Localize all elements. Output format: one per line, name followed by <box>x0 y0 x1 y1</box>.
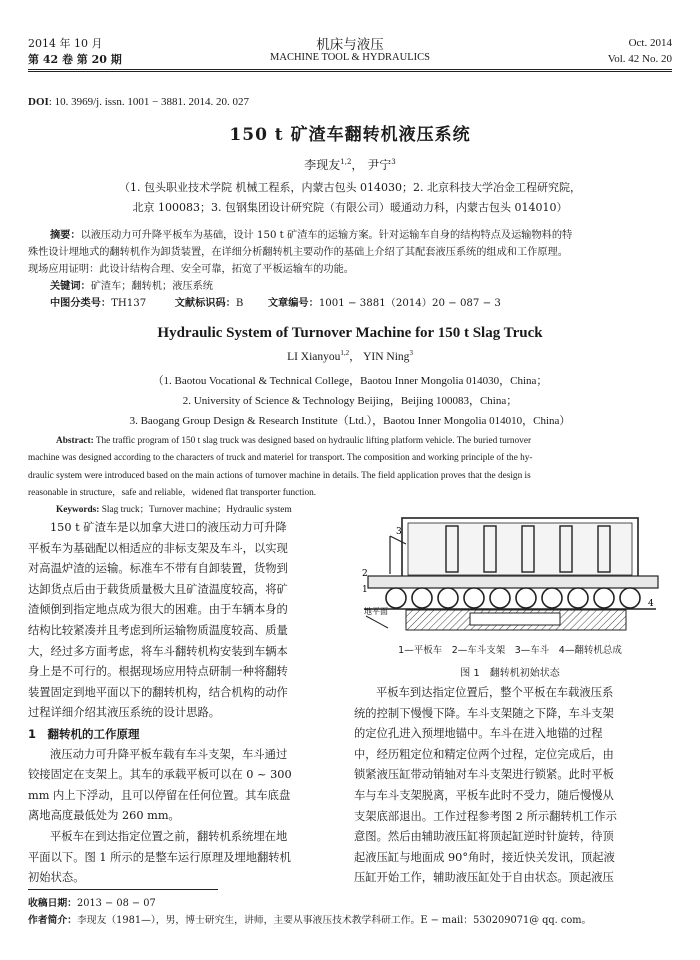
doc-code: B <box>235 298 244 309</box>
author-bio-text: 李现友（1981—），男，博士研究生，讲师，主要从事液压技术教学科研工作。E − mail：530209071@ qq. com。 <box>76 915 592 926</box>
article-number-label: 文章编号： <box>267 297 319 309</box>
body-line: mm 内上下浮动，且可以停留在任何位置。其车底盘 <box>28 788 291 802</box>
keywords-en-label: Keywords: <box>56 505 100 516</box>
abstract-cn-line: 现场应用证明：此设计结构合理、安全可靠，拓宽了平板运输车的功能。 <box>28 264 354 275</box>
class-number-label: 中图分类号： <box>50 297 112 309</box>
header-date-cn: 2014 年 10 月 <box>28 37 103 50</box>
body-line: 达卸货点后由于载货质量极大且矿渣温度较高，将矿 <box>28 582 288 596</box>
abstract-en-label: Abstract: <box>56 436 94 446</box>
body-line: 平板车在到达指定位置之前，翻转机系统埋在地 <box>50 829 288 843</box>
affiliation-cn-line: 北京 100083；3. 包钢集团设计研究院（有限公司）暖通动力科，内蒙古包头 014010） <box>132 201 568 214</box>
label-1: 1 <box>362 585 368 595</box>
body-line: 统的控制下慢慢下降。车斗支架随之下降，车斗支架 <box>354 706 614 720</box>
section-heading: 1 翻转机的工作原理 <box>28 726 140 741</box>
body-line: 身上是不可行的。根据现场应用特点研制一种将翻转 <box>28 665 288 679</box>
footnote-rule <box>28 889 218 890</box>
header-volume-cn: 第 42 卷 第 20 期 <box>28 53 122 66</box>
affiliation-cn-line: （1. 包头职业技术学院 机械工程系，内蒙古包头 014030；2. 北京科技大学冶金工程研究院， <box>119 181 581 194</box>
body-line: 渣倾倒到指定地点成为很大的困难。由于车辆本身的 <box>28 603 288 617</box>
abstract-en-line: machine was designed according to the characters of truck and materiel for transport. The composition and working principle of the hy- <box>28 453 533 464</box>
abstract-en-line: reasonable in structure，safe and reliable，widened flat transporter function. <box>28 487 317 498</box>
received-date <box>28 895 156 909</box>
author-2-cn: 尹宁 <box>367 158 392 172</box>
authors-en-sep: ， <box>349 351 361 363</box>
author-1-sup: 1,2 <box>340 158 352 166</box>
body-line: 平板车为基础配以相适应的非标支架及车斗，以实现 <box>28 541 288 555</box>
header-date-en: Oct. 2014 <box>628 37 672 49</box>
body-line: 平板车到达指定位置后，整个平板在车载液压系 <box>376 686 614 699</box>
received-value: 2013 − 08 − 07 <box>76 898 156 909</box>
author-1-en: LI Xianyou <box>287 351 341 363</box>
class-number: TH137 <box>111 298 147 309</box>
author-2-sup: 3 <box>391 158 396 166</box>
label-4: 4 <box>648 599 654 609</box>
wheels <box>386 588 640 608</box>
body-line: 液压动力可升降平板车载有车斗支架，车斗通过 <box>50 747 288 761</box>
abstract-cn-line: 以液压动力可升降平板车为基础，设计 150 t 矿渣车的运输方案。针对运输车自身的结构特点及运输物料的特 <box>80 230 573 241</box>
authors-en <box>0 348 700 364</box>
body-line: 150 t 矿渣车是以加拿大进口的液压动力可升降 <box>50 521 287 534</box>
bucket-front <box>390 536 406 544</box>
doi: DOI: 10. 3969/j. issn. 1001 − 3881. 2014. 20. 027 <box>28 96 250 108</box>
body-line: 对高温炉渣的运输。标准车不带有自卸装置，货物到 <box>28 562 288 576</box>
doc-code-label: 文献标识码： <box>174 297 236 309</box>
body-line: 中，经历粗定位和精定位两个过程，定位完成后，由 <box>354 747 614 761</box>
abstract-en-line: The traffic program of 150 t slag truck was designed based on hydraulic lifting platform vehicle. The buried turnover <box>95 436 532 446</box>
received-label: 收稿日期： <box>28 898 77 909</box>
body-line: 意图。然后由辅助液压缸将顶起缸逆时针旋转，待顶 <box>354 830 614 844</box>
affiliations-en <box>28 371 672 431</box>
abstract-en-line: draulic system were introduced based on the main actions of turnover machine in details. The field application proves that the design is <box>28 470 531 481</box>
keywords-en: Slag truck；Turnover machine；Hydraulic system <box>101 505 292 516</box>
turnover-machine-diagram <box>360 514 660 639</box>
body-line: 结构比较紧凑并且考虑到所运输物质温度较高、质量 <box>28 623 288 637</box>
paper-title-cn: 150 t 矿渣车翻转机液压系统 <box>229 125 471 145</box>
author-bio <box>28 912 672 926</box>
body-line: 的定位孔进入预埋地锚中。车斗在进入地锚的过程 <box>354 727 603 741</box>
doi-value: 10. 3969/j. issn. 1001 − 3881. 2014. 20. 027 <box>54 96 250 108</box>
platform <box>368 576 658 588</box>
body-line: 平面以下。图 1 所示的是整车运行原理及埋地翻转机 <box>28 850 291 864</box>
doi-label: DOI <box>28 96 49 108</box>
body-line: 车与车斗支架脱离，平板车此时不受力，随后慢慢从 <box>354 788 614 802</box>
header-rule-2 <box>28 71 672 72</box>
body-line: 锁紧液压缸带动销轴对车斗支架进行锁紧。此时平板 <box>354 768 614 782</box>
body-line: 过程详细介绍其液压系统的设计思路。 <box>28 706 221 720</box>
journal-title-en: MACHINE TOOL & HYDRAULICS <box>270 52 430 63</box>
abstract-cn <box>28 227 672 312</box>
right-column <box>354 683 672 889</box>
turnover-assembly <box>470 613 560 625</box>
figure-caption: 图 1 翻转机初始状态 <box>460 668 560 679</box>
abstract-cn-line: 殊性设计埋地式的翻转机作为卸货装置，在详细分析翻转机主要动作的基础上介绍了其配套液压系统的组成和工作原理。 <box>28 247 568 258</box>
journal-title-cn: 机床与液压 <box>316 37 384 53</box>
article-number: 1001 − 3881（2014）20 − 087 − 3 <box>318 298 501 309</box>
body-line: 铰接固定在支架上。其车的承载平板可以在 0 ~ 300 <box>28 768 292 782</box>
body-line: 离地高度最低处为 260 mm。 <box>28 809 180 823</box>
keywords-cn: 矿渣车；翻转机；液压系统 <box>90 281 213 292</box>
left-column <box>28 518 348 889</box>
author-2-en: YIN Ning <box>363 351 410 363</box>
leader-ground <box>366 616 388 628</box>
abstract-en <box>28 433 672 519</box>
body-line: 初始状态。 <box>28 871 85 885</box>
body-line: 起液压缸与地面成 90°角时，接近快关发讯，顶起液 <box>354 850 615 864</box>
abstract-cn-label: 摘要： <box>50 229 81 241</box>
label-3: 3 <box>396 527 402 537</box>
body-line: 支架底部退出。工作过程参考图 2 所示翻转机工作示 <box>354 809 617 823</box>
author-1-en-sup: 1,2 <box>340 349 350 358</box>
figure-legend: 1—平板车 2—车斗支架 3—车斗 4—翻转机总成 <box>398 645 622 656</box>
body-line: 大，经过多方面考虑，将车斗翻转机构安装到车辆本 <box>28 644 288 658</box>
header-rule <box>28 69 672 70</box>
label-2: 2 <box>362 569 368 579</box>
paper-title-en: Hydraulic System of Turnover Machine for 150 t Slag Truck <box>157 325 543 341</box>
author-2-en-sup: 3 <box>409 349 413 358</box>
header-volume-en: Vol. 42 No. 20 <box>607 53 672 65</box>
author-1-cn: 李现友 <box>304 158 341 172</box>
affiliations-cn <box>40 178 660 218</box>
author-bio-label: 作者简介： <box>28 915 77 926</box>
keywords-cn-label: 关键词： <box>50 280 91 292</box>
affiliation-en-line: 3. Baogang Group Design & Research Institute（Ltd.），Baotou Inner Mongolia 014010，China） <box>129 415 571 427</box>
body-line: 装置固定到地平面以下的翻转机构，结合机构的动作 <box>28 685 288 699</box>
figure-1 <box>360 514 660 639</box>
body-line: 压缸开始工作，辅助液压缸处于自由状态。顶起液压 <box>354 871 614 885</box>
affiliation-en-line: （1. Baotou Vocational & Technical College，Baotou Inner Mongolia 014030，China； <box>152 375 548 387</box>
label-ground: 地平面 <box>364 607 388 616</box>
affiliation-en-line: 2. University of Science & Technology Beijing，Beijing 100083，China； <box>182 395 518 407</box>
authors-cn: 李现友$^{1,2}$， 尹宁$^3$ <box>304 158 396 172</box>
